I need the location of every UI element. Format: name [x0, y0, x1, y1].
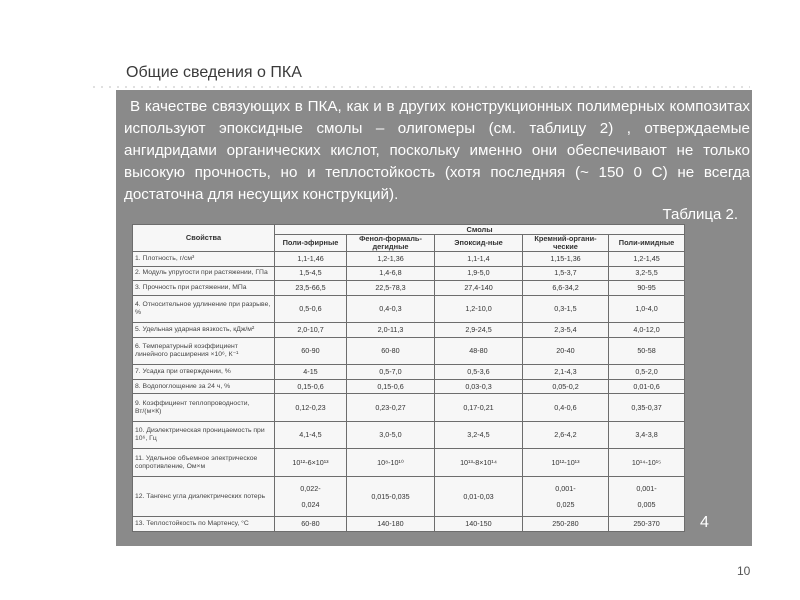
column-header: Кремний-органи-ческие — [523, 235, 609, 252]
value-cell: 2,0-10,7 — [275, 323, 347, 338]
value-cell: 2,0-11,3 — [347, 323, 435, 338]
column-header: Поли-эфирные — [275, 235, 347, 252]
table-body — [133, 252, 685, 532]
value-cell: 10¹³-8×10¹⁴ — [435, 449, 523, 477]
property-cell: 8. Водопоглощение за 24 ч, % — [133, 379, 275, 394]
value-cell: 0,03-0,3 — [435, 379, 523, 394]
value-cell: 0,17-0,21 — [435, 394, 523, 422]
paragraph-text: В качестве связующих в ПКА, как и в других конструкционных полимерных композитах используют эпоксидные смолы – олигомеры (см. таблицу 2) , отверждаемые ангидридами органических кислот, поскольку именно они обеспечивают не только высокую прочность, но и теплостойкость (хотя последняя (~ 150 0 С) не всегда достаточна для несущих конструкций). — [124, 98, 750, 203]
value-cell: 10⁸-10¹⁰ — [347, 449, 435, 477]
table-row — [133, 281, 685, 296]
property-cell: 13. Теплостойкость по Мартенсу, °С — [133, 517, 275, 532]
intro-paragraph — [124, 96, 750, 206]
value-cell: 0,4-0,6 — [523, 394, 609, 422]
properties-table-container — [132, 224, 684, 532]
value-cell: 250-370 — [609, 517, 685, 532]
table-row — [133, 394, 685, 422]
value-cell: 140-180 — [347, 517, 435, 532]
value-cell: 90-95 — [609, 281, 685, 296]
value-cell: 0,001- 0,025 — [523, 476, 609, 516]
property-cell: 12. Тангенс угла диэлектрических потерь — [133, 476, 275, 516]
value-cell: 0,15-0,6 — [347, 379, 435, 394]
value-cell: 0,15-0,6 — [275, 379, 347, 394]
value-cell: 3,0-5,0 — [347, 421, 435, 449]
properties-table — [132, 224, 685, 532]
value-cell: 250-280 — [523, 517, 609, 532]
value-cell: 1,1-1,4 — [435, 252, 523, 267]
property-cell: 5. Удельная ударная вязкость, кДж/м² — [133, 323, 275, 338]
table-row — [133, 476, 685, 516]
value-cell: 60-80 — [347, 337, 435, 365]
value-cell: 10¹⁴-10¹⁵ — [609, 449, 685, 477]
value-cell: 0,5-3,6 — [435, 365, 523, 380]
value-cell: 6,6-34,2 — [523, 281, 609, 296]
value-cell: 1,1-1,46 — [275, 252, 347, 267]
value-cell: 0,4-0,3 — [347, 295, 435, 323]
table-row — [133, 365, 685, 380]
value-cell: 0,5-0,6 — [275, 295, 347, 323]
table-row — [133, 517, 685, 532]
value-cell: 48-80 — [435, 337, 523, 365]
page-number: 10 — [737, 564, 751, 578]
value-cell: 2,1-4,3 — [523, 365, 609, 380]
value-cell: 22,5-78,3 — [347, 281, 435, 296]
value-cell: 1,5-4,5 — [275, 266, 347, 281]
value-cell: 1,15-1,36 — [523, 252, 609, 267]
table-row — [133, 379, 685, 394]
table-row — [133, 449, 685, 477]
value-cell: 2,3-5,4 — [523, 323, 609, 338]
value-cell: 60-80 — [275, 517, 347, 532]
column-header: Эпоксид-ные — [435, 235, 523, 252]
table-row — [133, 323, 685, 338]
table-header-row-group — [133, 225, 685, 235]
property-cell: 1. Плотность, г/см³ — [133, 252, 275, 267]
value-cell: 3,2-5,5 — [609, 266, 685, 281]
value-cell: 0,05-0,2 — [523, 379, 609, 394]
value-cell: 27,4-140 — [435, 281, 523, 296]
header-properties: Свойства — [133, 225, 275, 252]
value-cell: 1,5-3,7 — [523, 266, 609, 281]
value-cell: 0,23-0,27 — [347, 394, 435, 422]
value-cell: 0,5-7,0 — [347, 365, 435, 380]
value-cell: 10¹²-6×10¹³ — [275, 449, 347, 477]
value-cell: 0,35-0,37 — [609, 394, 685, 422]
table-row — [133, 421, 685, 449]
value-cell: 1,2-10,0 — [435, 295, 523, 323]
slide-title: Общие сведения о ПКА — [126, 64, 302, 81]
value-cell: 50-58 — [609, 337, 685, 365]
value-cell: 4,0-12,0 — [609, 323, 685, 338]
table-row — [133, 295, 685, 323]
value-cell: 3,4-3,8 — [609, 421, 685, 449]
value-cell: 1,4-6,8 — [347, 266, 435, 281]
table-row — [133, 266, 685, 281]
property-cell: 7. Усадка при отверждении, % — [133, 365, 275, 380]
property-cell: 10. Диэлектрическая проницаемость при 10⁶, Гц — [133, 421, 275, 449]
property-cell: 2. Модуль упругости при растяжении, ГПа — [133, 266, 275, 281]
value-cell: 0,022- 0,024 — [275, 476, 347, 516]
value-cell: 2,9-24,5 — [435, 323, 523, 338]
table-row — [133, 337, 685, 365]
slide-badge: 4 — [700, 514, 709, 531]
value-cell: 23,5-66,5 — [275, 281, 347, 296]
value-cell: 1,2-1,36 — [347, 252, 435, 267]
value-cell: 2,6-4,2 — [523, 421, 609, 449]
value-cell: 3,2-4,5 — [435, 421, 523, 449]
property-cell: 4. Относительное удлинение при разрыве, % — [133, 295, 275, 323]
value-cell: 4-15 — [275, 365, 347, 380]
value-cell: 60-90 — [275, 337, 347, 365]
property-cell: 3. Прочность при растяжении, МПа — [133, 281, 275, 296]
property-cell: 6. Температурный коэффициент линейного расширения ×10⁶, К⁻¹ — [133, 337, 275, 365]
value-cell: 0,01-0,03 — [435, 476, 523, 516]
property-cell: 11. Удельное объемное электрическое сопротивление, Ом×м — [133, 449, 275, 477]
value-cell: 0,12-0,23 — [275, 394, 347, 422]
value-cell: 1,0-4,0 — [609, 295, 685, 323]
table-caption: Таблица 2. — [662, 206, 738, 223]
column-header: Фенол-формаль-дегидные — [347, 235, 435, 252]
value-cell: 0,01-0,6 — [609, 379, 685, 394]
column-header: Поли-имидные — [609, 235, 685, 252]
value-cell: 0,3-1,5 — [523, 295, 609, 323]
value-cell: 0,015-0,035 — [347, 476, 435, 516]
value-cell: 4,1-4,5 — [275, 421, 347, 449]
value-cell: 140-150 — [435, 517, 523, 532]
table-row — [133, 252, 685, 267]
value-cell: 0,001- 0,005 — [609, 476, 685, 516]
value-cell: 1,9-5,0 — [435, 266, 523, 281]
value-cell: 0,5-2,0 — [609, 365, 685, 380]
value-cell: 1,2-1,45 — [609, 252, 685, 267]
value-cell: 10¹²-10¹³ — [523, 449, 609, 477]
property-cell: 9. Коэффициент теплопроводности, Вт/(м×К) — [133, 394, 275, 422]
header-resins: Смолы — [275, 225, 685, 235]
value-cell: 20-40 — [523, 337, 609, 365]
